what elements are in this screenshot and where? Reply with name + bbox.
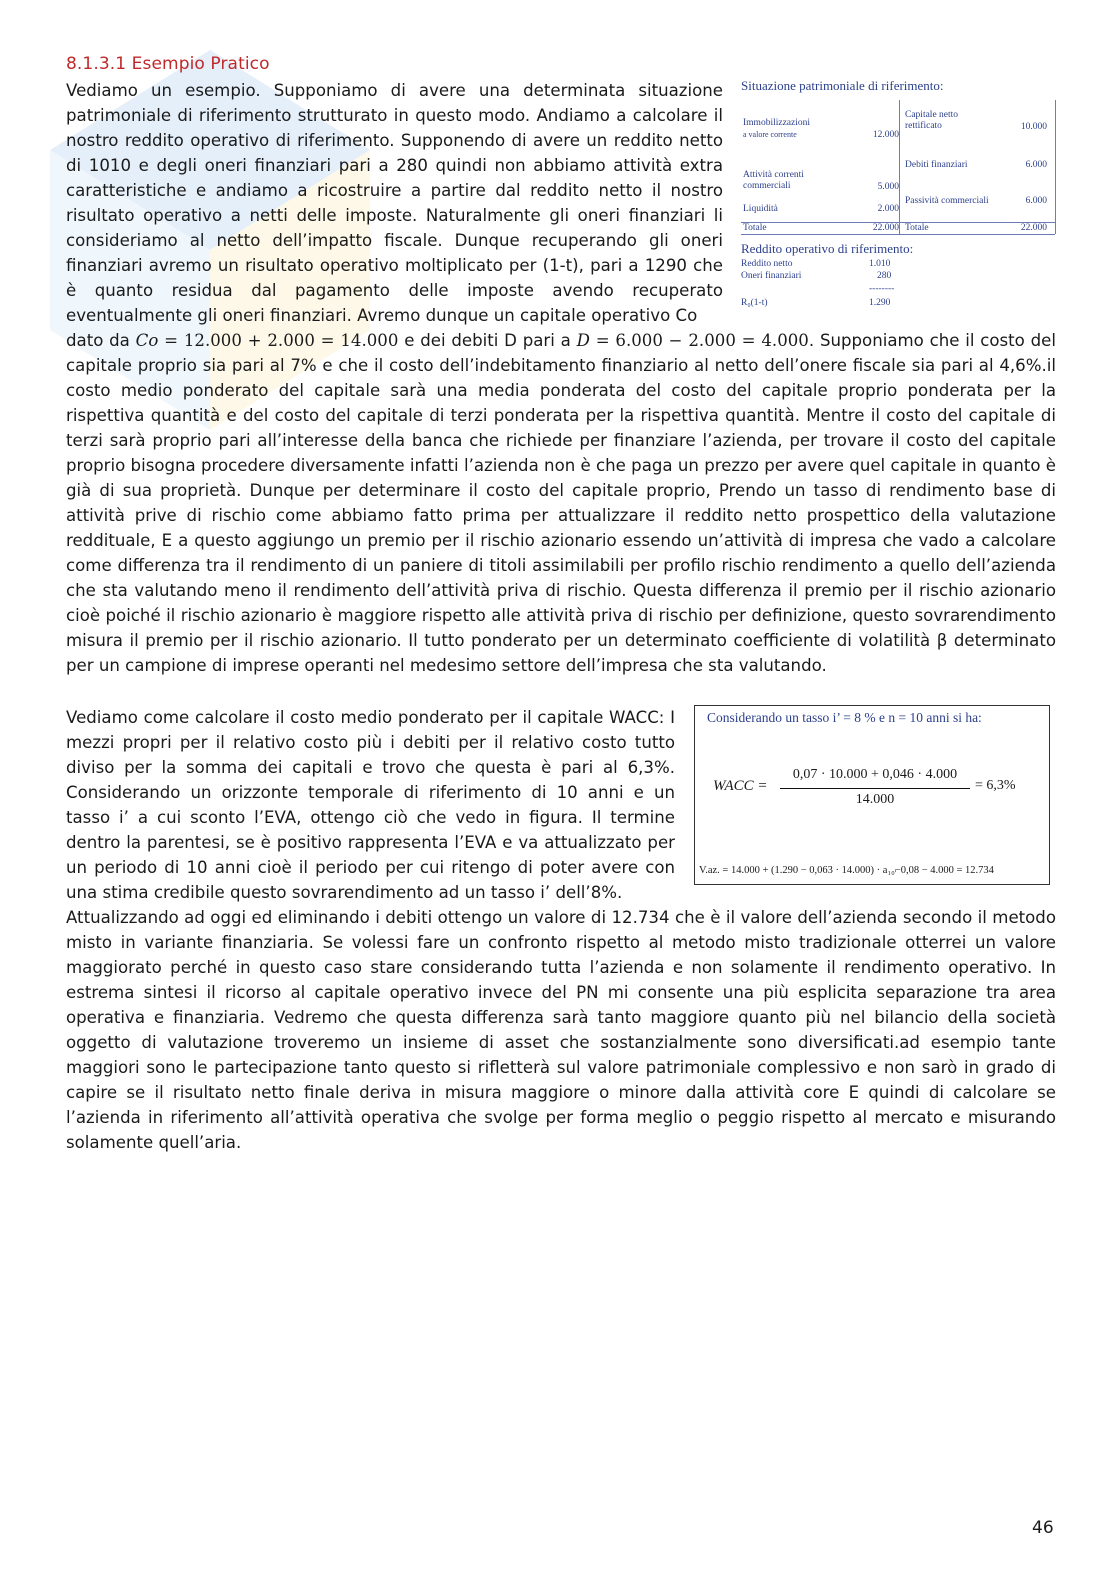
- paragraph-capital: dato da Co = 12.000 + 2.000 = 14.000 e dei debiti D pari a D = 6.000 − 2.000 = 4.000. Supponiamo che il costo del capitale proprio sia pari al 7% e che il costo dell’indebitamento finanziario al netto dell’onere fiscale sia pari al 4,6%.il costo medio ponderato del capitale sarà una media ponderata del costo del capitale proprio ponderata per la rispettiva quantità e del costo del capitale di terzi ponderata per la rispettiva quantità. Mentre il costo del capitale di terzi sarà proprio pari all’interesse della banca che richiede per finanziare l’azienda, per trovare il costo del capitale proprio bisogna procedere diversamente infatti l’azienda non è che paga un prezzo per avere quel capitale in quanto è già di sua proprietà. Dunque per determinare il costo del capitale proprio, Prendo un tasso di rendimento base di attività prive di rischio come abbiamo fatto prima per attualizzare il reddito netto prospettico della valutazione reddituale, E a questo aggiungo un premio per il rischio azionario essendo un’attività di impresa che vado a calcolare come differenza tra il rendimento di un paniere di titoli assimilabili per profilo rischio rendimento a quello dell’azienda che sta valutando meno il rendimento dell’attività priva di rischio. Questa differenza il premio per il rischio azionario cioè poiché il rischio azionario è maggiore rispetto alle attività priva di rischio per definizione, questo sovrarendimento misura il premio per il rischio azionario. Il tutto ponderato per un determinato coefficiente di volatilità β determinato per un campione di imprese operanti nel medesimo settore dell’impresa che sta valutando.: [66, 331, 1056, 675]
- bs-right-label: Debiti finanziari: [905, 160, 968, 170]
- bs-left-label: Immobilizzazioni a valore corrente: [743, 118, 811, 139]
- wacc-denominator: 14.000: [855, 792, 895, 807]
- bs-right-label: Passività commerciali: [905, 196, 989, 206]
- bs-left-value: 22.000: [872, 223, 899, 233]
- oi-value: 280: [877, 271, 892, 281]
- valuation-formula: V.az. = 14.000 + (1.290 − 0,063 · 14.000) · a₁₀⌐0,08 − 4.000 = 12.734: [699, 865, 994, 876]
- bs-right-value: 10.000: [1020, 122, 1047, 132]
- wacc-title: Considerando un tasso i’ = 8 % e n = 10 anni si ha:: [707, 710, 982, 725]
- oi-label: R₀(1-t): [741, 298, 768, 308]
- wacc-numerator: 0,07 · 10.000 + 0,046 · 4.000: [792, 767, 958, 782]
- bs-left-value: 12.000: [872, 130, 899, 140]
- bs-left-label: Totale: [743, 223, 767, 233]
- bs-right-value: 6.000: [1025, 160, 1047, 170]
- balance-sheet-figure: [739, 78, 1057, 314]
- fraction-bar: [780, 788, 970, 789]
- paragraph-wacc: Vediamo come calcolare il costo medio ponderato per il capitale WACC: I mezzi propri per il relativo costo più i debiti per il relativo costo tutto diviso per la somma dei capitali e trovo che questa è pari al 6,3%. Considerando un orizzonte temporale di riferimento di 10 anni e un tasso i’ a cui sconto l’EVA, ottengo ciò che vedo in figura. Il termine dentro la parentesi, se è positivo rappresenta l’EVA e va attualizzato per un periodo di 10 anni cioè il periodo per cui ritengo di poter avere con una stima credibile questo sovrarendimento ad un tasso i’ dell’8%.: [66, 708, 675, 902]
- oi-value: 1.010: [869, 259, 891, 269]
- section-heading: 8.1.3.1 Esempio Pratico: [66, 54, 270, 74]
- oi-value: 1.290: [869, 298, 891, 308]
- bs-left-label: Liquidità: [743, 204, 778, 214]
- bs-right-label: Capitale netto rettificato: [905, 110, 959, 131]
- wacc-figure: [694, 705, 1050, 885]
- bs-left-value: 5.000: [877, 182, 899, 192]
- bs-left-value: 2.000: [877, 204, 899, 214]
- bs-right-value: 6.000: [1025, 196, 1047, 206]
- oi-separator: --------: [869, 284, 895, 294]
- oi-label: Oneri finanziari: [741, 271, 802, 281]
- bs-right-label: Totale: [905, 223, 929, 233]
- operating-income-title: Reddito operativo di riferimento:: [741, 241, 914, 256]
- balance-sheet-title: Situazione patrimoniale di riferimento:: [741, 78, 944, 93]
- paragraph-conclusion: Attualizzando ad oggi ed eliminando i debiti ottengo un valore di 12.734 che è il valore dell’azienda secondo il metodo misto in variante finanziaria. Se volessi fare un confronto rispetto al metodo misto tradizionale otterrei un valore maggiorato perché in questo caso stare considerando tutta l’azienda e non solamente il rendimento operativo. In estrema sintesi il ricorso al capitale operativo invece del PN mi consente una più esplicita separazione tra area operativa e finanziaria. Vedremo che questa differenza sarà tanto maggiore quanto più nel bilancio della società oggetto di valutazione troveremo un insieme di asset che sostanzialmente sono diversificati.ad esempio tante maggiori sono le partecipazione tanto questo si rifletterà sul valore patrimoniale complessivo e non sarò in grado di capire se il risultato netto finale deriva in misura maggiore o minore dalla attività core E quindi di calcolare se l’azienda in riferimento all’attività operativa che svolge per forma meglio o peggio rispetto al mercato e misurando solamente quell’aria.: [66, 908, 1056, 1152]
- wacc-result: = 6,3%: [975, 778, 1016, 793]
- page-number: 46: [1032, 1518, 1054, 1538]
- bs-left-label: Attività correnti commerciali: [743, 170, 804, 191]
- paragraph-intro: Vediamo un esempio. Supponiamo di avere una determinata situazione patrimoniale di riferimento strutturato in questo modo. Andiamo a calcolare il nostro reddito operativo di riferimento. Supponendo di avere un reddito netto di 1010 e degli oneri finanziari pari a 280 quindi non abbiamo attività extra caratteristiche e andiamo a ricostruire a partire dal reddito netto il nostro risultato operativo a netti delle imposte. Naturalmente gli oneri finanziari li consideriamo al netto dell’impatto fiscale. Dunque recuperando gli oneri finanziari avremo un risultato operativo moltiplicato per (1-t), pari a 1290 che è quanto residua dal pagamento delle imposte avendo recuperato eventualmente gli oneri finanziari. Avremo dunque un capitale operativo Co: [66, 81, 723, 325]
- wacc-lhs: WACC =: [713, 778, 768, 794]
- bs-right-value: 22.000: [1020, 223, 1047, 233]
- oi-label: Reddito netto: [741, 259, 793, 269]
